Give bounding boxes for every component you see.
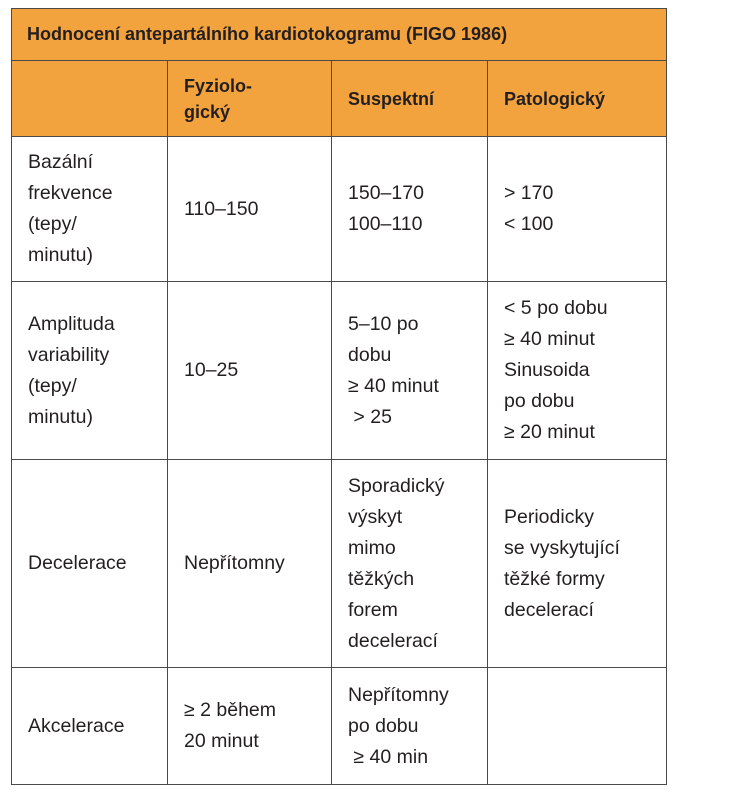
cell-suspect [332, 460, 488, 668]
cell-line: decelerací [348, 629, 438, 652]
cell-line: < 5 po dobu [504, 297, 608, 319]
title-row [12, 9, 667, 61]
row-label [12, 282, 168, 460]
header-suspect [332, 61, 488, 137]
cell-line: dobu [348, 343, 392, 366]
cell-pathological [488, 137, 667, 282]
cell-pathological [488, 460, 667, 668]
cell-line: Periodicky [504, 505, 594, 528]
table-row-deceleration [12, 460, 667, 668]
cell-line: frekvence [28, 182, 113, 204]
cell-physiological [168, 137, 332, 282]
cell-line: gický [184, 101, 231, 122]
cell-line: (tepy/ [28, 213, 77, 235]
cell-line: ≥ 2 během [184, 699, 277, 721]
cell-line: ≥ 40 minut [504, 328, 595, 350]
cell-line: ≥ 20 minut [504, 421, 595, 443]
cell-pathological [488, 282, 667, 460]
cell-line: Fyziolo- [184, 75, 252, 96]
cell-line: variability [28, 343, 110, 366]
cell-line: minutu) [28, 244, 94, 266]
header-physiological [168, 61, 332, 137]
header-row [12, 61, 667, 137]
row-label [12, 460, 168, 668]
cell-line: Sporadický [348, 474, 445, 497]
cell-line: 110–150 [184, 197, 259, 220]
cell-line: těžké formy [504, 567, 605, 590]
cell-line: Nepřítomny [184, 552, 285, 574]
cell-line: Suspektní [348, 88, 435, 109]
cell-suspect [332, 282, 488, 460]
cell-line: Akcelerace [28, 714, 125, 737]
header-pathological [488, 61, 667, 137]
row-label [12, 137, 168, 282]
cell-suspect [332, 137, 488, 282]
cell-line: 10–25 [184, 359, 239, 381]
cell-line: se vyskytující [504, 536, 620, 559]
cell-line: výskyt [348, 505, 403, 528]
cell-line: ≥ 40 minut [348, 374, 439, 397]
cell-line: Nepřítomny [348, 683, 449, 706]
cell-line: > 170 [504, 182, 554, 204]
table-row-variability [12, 282, 667, 460]
cell-physiological [168, 668, 332, 785]
cell-line: (tepy/ [28, 374, 77, 397]
cell-line: Decelerace [28, 552, 127, 574]
cell-line: Patologický [504, 88, 606, 109]
cell-line: minutu) [28, 405, 94, 428]
figo-ctg-table [11, 8, 667, 785]
cell-line: < 100 [504, 213, 554, 235]
cell-line: 100–110 [348, 213, 423, 235]
table-row-acceleration [12, 668, 667, 785]
cell-line: mimo [348, 536, 396, 559]
table-title: Hodnocení antepartálního kardiotokogramu (FIGO 1986) [12, 9, 667, 61]
cell-line: Sinusoida [504, 359, 590, 381]
cell-line: forem [348, 598, 398, 621]
cell-line: těžkých [348, 567, 415, 590]
cell-line: 20 minut [184, 730, 259, 752]
cell-line: ≥ 40 min [348, 745, 429, 768]
cell-physiological [168, 282, 332, 460]
header-blank [12, 61, 168, 137]
cell-line: Amplituda [28, 312, 115, 335]
cell-pathological [488, 668, 667, 785]
cell-physiological [168, 460, 332, 668]
cell-line: Bazální [28, 151, 94, 173]
cell-line: > 25 [348, 405, 392, 428]
cell-line: po dobu [348, 714, 419, 737]
cell-suspect [332, 668, 488, 785]
table-row-basal-rate [12, 137, 667, 282]
cell-line: po dobu [504, 390, 575, 412]
cell-line: 150–170 [348, 182, 424, 204]
row-label [12, 668, 168, 785]
cell-line: decelerací [504, 598, 594, 621]
cell-line: 5–10 po [348, 312, 419, 335]
